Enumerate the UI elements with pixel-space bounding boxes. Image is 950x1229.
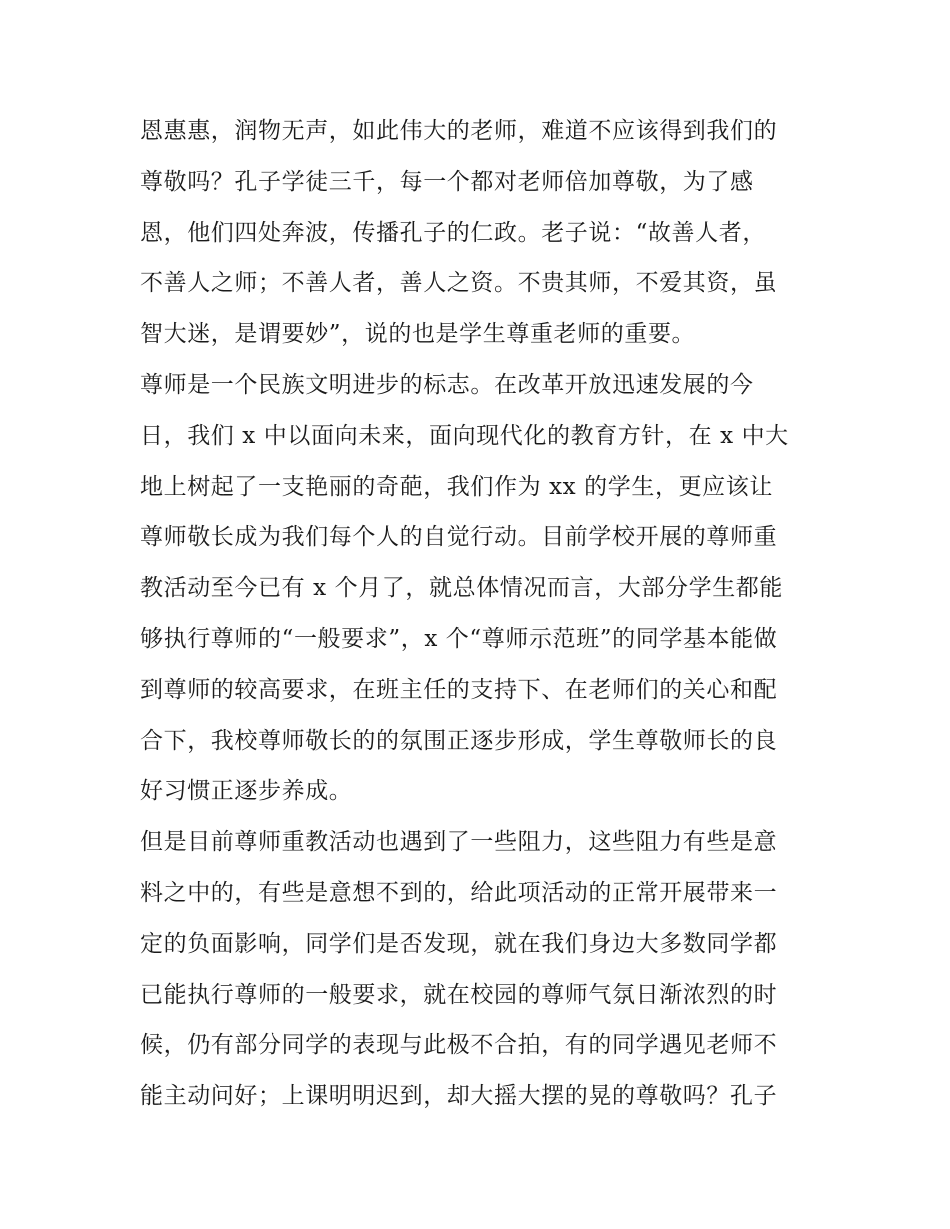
text-line: 日，我们 x 中以面向未来，面向现代化的教育方针，在 x 中大 bbox=[140, 422, 789, 449]
text-line: 好习惯正逐步养成。 bbox=[140, 778, 353, 805]
text-line: 但是目前尊师重教活动也遇到了一些阻力，这些阻力有些是意 bbox=[140, 829, 778, 856]
text-line: 尊敬吗？孔子学徒三千，每一个都对老师倍加尊敬，为了感 bbox=[140, 168, 754, 195]
text-line: 合下，我校尊师敬长的的氛围正逐步形成，学生尊敬师长的良 bbox=[140, 727, 778, 754]
body-text bbox=[140, 106, 820, 1122]
text-line: 尊师是一个民族文明进步的标志。在改革开放迅速发展的今 bbox=[140, 371, 754, 398]
text-line: 不善人之师；不善人者，善人之资。不贵其师，不爱其资，虽 bbox=[140, 270, 778, 297]
text-line: 地上树起了一支艳丽的奇葩，我们作为 xx 的学生，更应该让 bbox=[140, 473, 773, 500]
text-line: 恩惠惠，润物无声，如此伟大的老师，难道不应该得到我们的 bbox=[140, 118, 778, 144]
text-line: 够执行尊师的“一般要求”，x 个“尊师示范班”的同学基本能做 bbox=[140, 625, 778, 652]
text-line: 恩，他们四处奔波，传播孔子的仁政。老子说：“故善人者， bbox=[140, 219, 766, 246]
text-line: 到尊师的较高要求，在班主任的支持下、在老师们的关心和配 bbox=[140, 676, 778, 703]
text-line: 定的负面影响，同学们是否发现，就在我们身边大多数同学都 bbox=[140, 930, 778, 957]
text-line: 教活动至今已有 x 个月了，就总体情况而言，大部分学生都能 bbox=[140, 575, 783, 602]
text-line: 智大迷，是谓要妙”，说的也是学生尊重老师的重要。 bbox=[140, 321, 696, 348]
text-line: 已能执行尊师的一般要求，就在校园的尊师气氛日渐浓烈的时 bbox=[140, 981, 778, 1008]
text-line: 能主动问好；上课明明迟到，却大摇大摆的晃的尊敬吗？孔子 bbox=[140, 1083, 778, 1110]
text-line: 候，仍有部分同学的表现与此极不合拍，有的同学遇见老师不 bbox=[140, 1032, 778, 1059]
text-line: 料之中的，有些是意想不到的，给此项活动的正常开展带来一 bbox=[140, 879, 778, 906]
text-line: 尊师敬长成为我们每个人的自觉行动。目前学校开展的尊师重 bbox=[140, 524, 778, 551]
